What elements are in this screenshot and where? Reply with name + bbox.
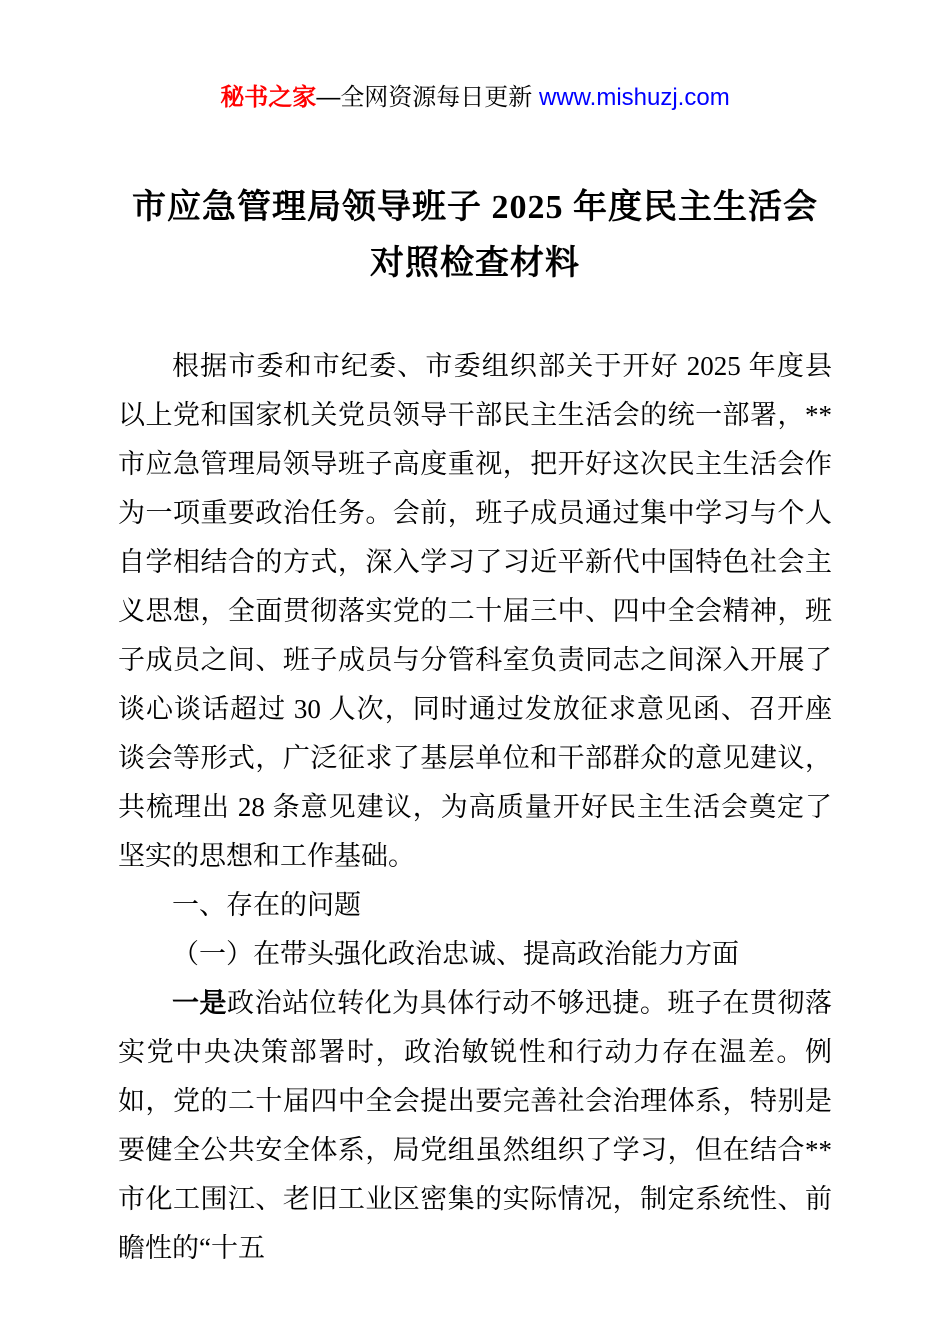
- site-brand: 秘书之家: [220, 84, 317, 111]
- subsection-heading-political-loyalty: （一）在带头强化政治忠诚、提高政治能力方面: [172, 939, 739, 969]
- document-title-line1: 市应急管理局领导班子 2025 年度民主生活会: [132, 189, 818, 226]
- section-heading-problems: 一、存在的问题: [172, 890, 361, 920]
- problem-paragraph-1-text: 政治站位转化为具体行动不够迅捷。班子在贯彻落实党中央决策部署时，政治敏锐性和行动力存在温差。例如，党的二十届四中全会提出要完善社会治理体系，特别是要健全公共安全体系，局党组虽然组织了学习，但在结合**市化工围江、老旧工业区密集的实际情况，制定系统性、前瞻性的“十五: [118, 988, 833, 1263]
- document-title-line2: 对照检查材料: [370, 245, 580, 282]
- problem-paragraph-1: [118, 979, 832, 1273]
- site-url-link[interactable]: www.mishuzj.com: [538, 84, 730, 111]
- site-header: [0, 82, 950, 114]
- document-title: [0, 180, 950, 292]
- document-body: [118, 342, 832, 1273]
- site-tagline: —全网资源每日更新: [316, 84, 539, 111]
- problem-paragraph-1-lead: 一是: [172, 988, 228, 1018]
- intro-paragraph: 根据市委和市纪委、市委组织部关于开好 2025 年度县以上党和国家机关党员领导干部民主生活会的统一部署，**市应急管理局领导班子高度重视，把开好这次民主生活会作为一项重要政治任务。会前，班子成员通过集中学习与个人自学相结合的方式，深入学习了习近平新代中国特色社会主义思想，全面贯彻落实党的二十届三中、四中全会精神，班子成员之间、班子成员与分管科室负责同志之间深入开展了谈心谈话超过 30 人次，同时通过发放征求意见函、召开座谈会等形式，广泛征求了基层单位和干部群众的意见建议，共梳理出 28 条意见建议，为高质量开好民主生活会奠定了坚实的思想和工作基础。: [118, 351, 832, 871]
